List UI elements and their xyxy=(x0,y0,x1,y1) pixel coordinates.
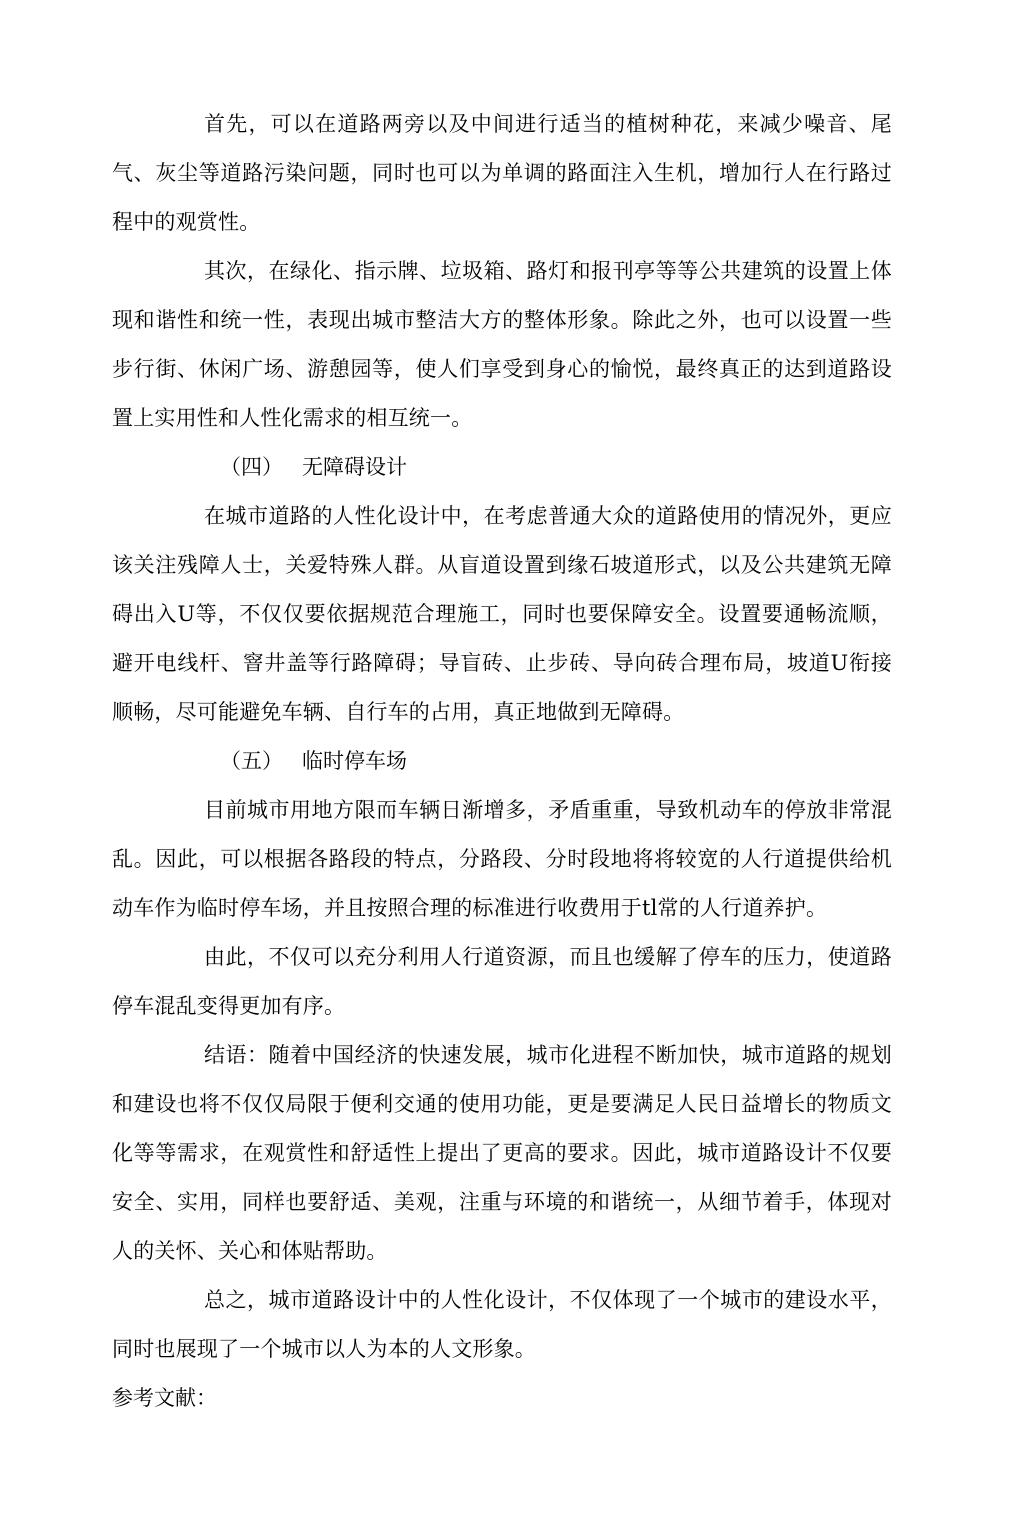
section-heading-accessibility xyxy=(112,443,892,492)
paragraph-conclusion: 结语：随着中国经济的快速发展，城市化进程不断加快，城市道路的规划和建设也将不仅仅局限于便利交通的使用功能，更是要满足人民日益增长的物质文化等等需求，在观赏性和舒适性上提出了更高的要求。因此，城市道路设计不仅要安全、实用，同样也要舒适、美观，注重与环境的和谐统一，从细节着手，体现对人的关怀、关心和体贴帮助。 xyxy=(112,1043,892,1263)
section-number: （四） xyxy=(220,455,283,479)
paragraph-parking: 目前城市用地方限而车辆日渐增多，矛盾重重，导致机动车的停放非常混乱。因此，可以根据各路段的特点，分路段、分时段地将将较宽的人行道提供给机动车作为临时停车场，并且按照合理的标准进行收费用于tl常的人行道养护。 xyxy=(112,798,892,920)
paragraph-summary: 总之，城市道路设计中的人性化设计，不仅体现了一个城市的建设水平， 同时也展现了一个城市以人为本的人文形象。 xyxy=(112,1288,892,1361)
paragraph-accessibility: 在城市道路的人性化设计中，在考虑普通大众的道路使用的情况外，更应该关注残障人士，关爱特殊人群。从盲道设置到缘石坡道形式，以及公共建筑无障碍出入U等，不仅仅要依据规范合理施工，同时也要保障安全。设置要通畅流顺，避开电线杆、窨井盖等行路障碍；导盲砖、止步砖、导向砖合理布局，坡道U衔接顺畅，尽可能避免车辆、自行车的占用，真正地做到无障碍。 xyxy=(112,504,892,724)
section-title: 临时停车场 xyxy=(302,749,407,773)
section-heading-parking xyxy=(112,737,892,786)
paragraph-greening: 首先，可以在道路两旁以及中间进行适当的植树种花，来减少噪音、尾气、灰尘等道路污染问题，同时也可以为单调的路面注入生机，增加行人在行路过程中的观赏性。 xyxy=(112,112,892,234)
paragraph-parking-benefit: 由此，不仅可以充分利用人行道资源，而且也缓解了停车的压力，使道路停车混乱变得更加有序。 xyxy=(112,945,892,1018)
references-heading: 参考文献： xyxy=(112,1386,217,1410)
document-body xyxy=(112,100,892,1423)
paragraph-public-facilities: 其次，在绿化、指示牌、垃圾箱、路灯和报刊亭等等公共建筑的设置上体现和谐性和统一性，表现出城市整洁大方的整体形象。除此之外，也可以设置一些步行街、休闲广场、游憩园等，使人们享受到身心的愉悦，最终真正的达到道路设置上实用性和人性化需求的相互统一。 xyxy=(112,259,892,430)
section-number: （五） xyxy=(220,749,283,773)
section-title: 无障碍设计 xyxy=(302,455,407,479)
